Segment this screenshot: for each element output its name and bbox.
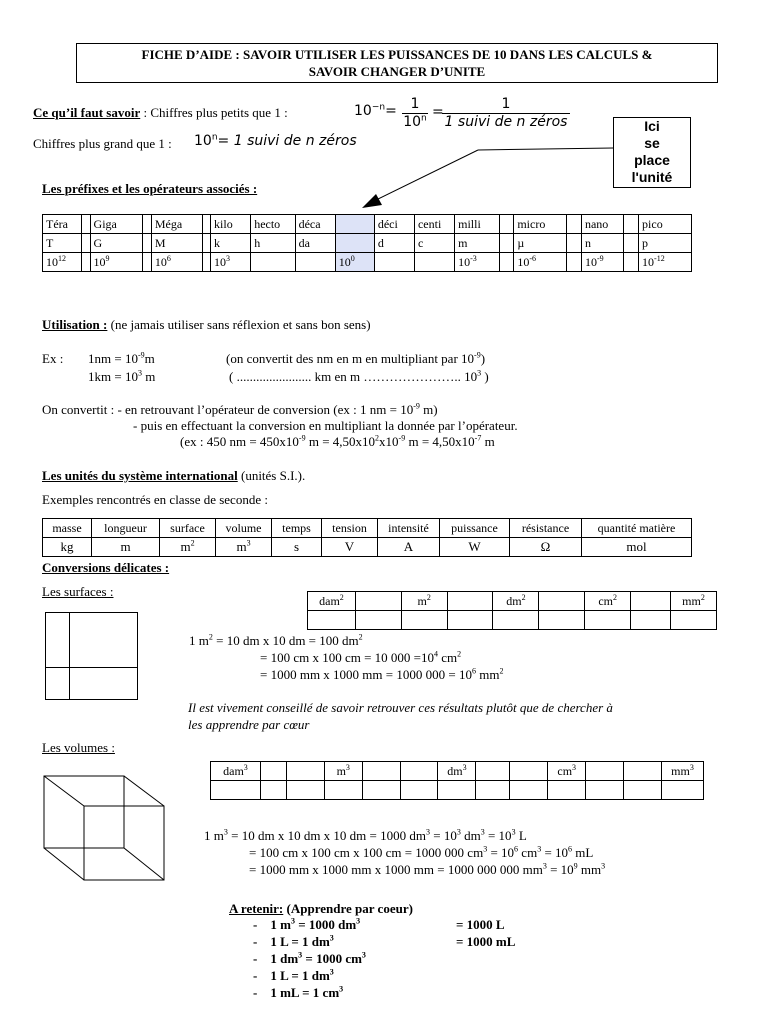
prefix-name-cell: Méga: [151, 215, 202, 234]
volume-empty-cell: [438, 781, 476, 800]
surface-empty-cell: [585, 611, 631, 630]
prefix-symbol-cell: G: [90, 234, 143, 253]
si-quantity-cell: longueur: [92, 519, 160, 538]
surface-header-row: [308, 592, 717, 611]
prefix-symbol-cell: [624, 234, 639, 253]
prefix-name-cell: [143, 215, 151, 234]
prefix-operator-cell: $10^0$: [335, 253, 374, 272]
si-quantity-cell: temps: [272, 519, 322, 538]
prefix-operator-cell: $10^{-12}$: [639, 253, 692, 272]
prefix-symbol-cell: c: [414, 234, 454, 253]
si-quantity-cell: intensité: [378, 519, 440, 538]
ex1: $1nm = 10^{-9}m$: [88, 350, 155, 366]
volume-table: [210, 761, 704, 800]
prefix-symbol-cell: µ: [514, 234, 567, 253]
volume-header-cell: $mm^3$: [661, 762, 703, 781]
formula-frac1: 1 10$^n$: [403, 96, 427, 130]
si-heading-line: Les unités du système international (unités S.I.).: [42, 468, 306, 483]
prefix-name-cell: [202, 215, 210, 234]
intro-big-text: Chiffres plus grand que 1 :: [33, 136, 172, 151]
prefix-name-cell: kilo: [211, 215, 251, 234]
intro-label: Ce qu’il faut savoir: [33, 105, 141, 120]
prefix-operator-cell: $10^6$: [151, 253, 202, 272]
volume-header-cell: [624, 762, 662, 781]
prefix-operator-cell: $10^3$: [211, 253, 251, 272]
volume-header-cell: [586, 762, 624, 781]
retenir-item-2-right: = 1000 mL: [456, 934, 516, 949]
volumes-label: Les volumes :: [42, 740, 115, 755]
prefix-symbol-cell: m: [455, 234, 499, 253]
prefix-name-cell: [499, 215, 514, 234]
retenir-heading: A retenir: (Apprendre par coeur): [229, 901, 413, 916]
prefix-name-cell: hecto: [251, 215, 295, 234]
prefix-operator-cell: [202, 253, 210, 272]
si-unit-cell: $m^2$: [160, 538, 216, 557]
surface-empty-cell: [447, 611, 493, 630]
volume-empty-cell: [548, 781, 586, 800]
volume-header-cell: $cm^3$: [548, 762, 586, 781]
surface-header-cell: [631, 592, 671, 611]
surface-empty-row: [308, 611, 717, 630]
prefix-operator-cell: [414, 253, 454, 272]
volume-header-cell: [400, 762, 438, 781]
prefix-name-cell: déci: [374, 215, 414, 234]
retenir-item-5: - 1 mL = 1 $cm^3$: [253, 984, 344, 1000]
ex1-note: (on convertit des nm en m en multipliant par $10^{-9}$): [226, 350, 486, 366]
volume-line-2: = 100 cm x 100 cm x 100 cm = 1000 000 $cm^3 = 10^6$ $cm^3 = 10^6$ mL: [249, 844, 594, 860]
retenir-item-1: - 1 $m^3 = 1000$ $dm^3$: [253, 916, 361, 932]
prefix-operator-cell: [374, 253, 414, 272]
prefix-table: [42, 214, 692, 272]
prefix-symbol-cell: d: [374, 234, 414, 253]
advice-line-2: les apprendre par cœur: [188, 717, 310, 732]
volume-empty-cell: [510, 781, 548, 800]
conversions-heading: Conversions délicates :: [42, 560, 170, 575]
si-units-row: [43, 538, 692, 557]
prefix-symbol-cell: p: [639, 234, 692, 253]
volume-empty-cell: [661, 781, 703, 800]
ex2-note: ( ....................... km en m ………………….. $10^3$ ): [229, 368, 489, 384]
advice-line-1: Il est vivement conseillé de savoir retrouver ces résultats plutôt que de chercher à: [188, 700, 613, 715]
volume-empty-cell: [324, 781, 362, 800]
prefix-name-cell: Giga: [90, 215, 143, 234]
si-unit-cell: Ω: [510, 538, 582, 557]
si-unit-cell: m: [92, 538, 160, 557]
prefix-name-cell: micro: [514, 215, 567, 234]
conv-line-1: On convertit : - en retrouvant l’opérateur de conversion (ex : 1 nm = $10^{-9}$ m): [42, 401, 438, 417]
si-unit-cell: mol: [582, 538, 692, 557]
surface-empty-cell: [493, 611, 539, 630]
volume-header-row: [211, 762, 704, 781]
prefix-operator-cell: [295, 253, 335, 272]
prefix-name-cell: [82, 215, 90, 234]
volume-header-cell: $m^3$: [324, 762, 362, 781]
si-unit-cell: W: [440, 538, 510, 557]
si-quantities-row: [43, 519, 692, 538]
volume-empty-cell: [211, 781, 261, 800]
prefix-symbol-cell: [499, 234, 514, 253]
si-examples: Exemples rencontrés en classe de seconde :: [42, 492, 268, 507]
prefix-symbol-cell: da: [295, 234, 335, 253]
surface-empty-cell: [539, 611, 585, 630]
prefix-symbol-cell: h: [251, 234, 295, 253]
surface-empty-cell: [670, 611, 716, 630]
arrow-icon: [350, 140, 620, 215]
surface-header-cell: dam$^2$: [308, 592, 356, 611]
prefix-symbol-cell: T: [43, 234, 82, 253]
conv-line-3: (ex : 450 nm = $450x10^{-9}$ $m = 4,50x10^2x10^{-9}$ $m = 4,50x10^{-7}$ m: [180, 433, 495, 449]
intro-small-text: : Chiffres plus petits que 1 :: [140, 105, 288, 120]
intro-small: [33, 105, 288, 121]
volume-header-cell: [476, 762, 510, 781]
surface-header-cell: [447, 592, 493, 611]
si-quantity-cell: quantité matière: [582, 519, 692, 538]
volume-empty-cell: [286, 781, 324, 800]
volume-empty-cell: [476, 781, 510, 800]
prefix-symbol-cell: k: [211, 234, 251, 253]
prefix-operator-cell: $10^{-9}$: [581, 253, 623, 272]
surface-empty-cell: [308, 611, 356, 630]
surface-table: [307, 591, 717, 630]
volume-empty-cell: [624, 781, 662, 800]
prefix-operator-cell: [624, 253, 639, 272]
surface-header-cell: $mm^2$: [670, 592, 716, 611]
si-unit-cell: kg: [43, 538, 92, 557]
prefix-operator-cell: $10^{-3}$: [455, 253, 499, 272]
title-line-1: FICHE D’AIDE : SAVOIR UTILISER LES PUISSANCES DE 10 DANS LES CALCULS &: [141, 47, 653, 62]
prefix-operator-cell: [251, 253, 295, 272]
formula-big: $10^n= 1$ suivi de n zéros: [194, 132, 357, 149]
prefixes-heading: Les préfixes et les opérateurs associés :: [42, 181, 258, 196]
si-quantity-cell: résistance: [510, 519, 582, 538]
surface-header-cell: [539, 592, 585, 611]
prefix-name-cell: [335, 215, 374, 234]
retenir-item-2: - 1 L = 1 $dm^3$: [253, 933, 334, 949]
volume-empty-cell: [400, 781, 438, 800]
prefix-operator-cell: [82, 253, 90, 272]
formula-small-lhs: $10^{-n}=$: [354, 102, 397, 119]
utilisation-line: Utilisation : (ne jamais utiliser sans réflexion et sans bon sens): [42, 317, 371, 332]
prefix-symbol-cell: [335, 234, 374, 253]
prefix-operator-cell: [143, 253, 151, 272]
unit-callout-box: Ici se place l'unité: [613, 117, 691, 188]
surface-square-icon: [45, 612, 138, 700]
prefix-symbol-cell: [143, 234, 151, 253]
title-box: [76, 43, 718, 83]
si-unit-cell: V: [322, 538, 378, 557]
surface-empty-cell: [401, 611, 447, 630]
prefix-names-row: [43, 215, 692, 234]
prefix-symbol-cell: [567, 234, 582, 253]
prefix-operator-cell: $10^{12}$: [43, 253, 82, 272]
surface-empty-cell: [355, 611, 401, 630]
cube-icon: [40, 768, 180, 888]
retenir-item-4: - 1 L = 1 $dm^3$: [253, 967, 334, 983]
prefix-operator-cell: $10^9$: [90, 253, 143, 272]
surface-header-cell: $dm^2$: [493, 592, 539, 611]
prefix-name-cell: milli: [455, 215, 499, 234]
prefix-symbol-cell: [82, 234, 90, 253]
si-quantity-cell: puissance: [440, 519, 510, 538]
si-unit-cell: $m^3$: [216, 538, 272, 557]
prefix-operator-cell: [499, 253, 514, 272]
si-unit-cell: A: [378, 538, 440, 557]
si-quantity-cell: masse: [43, 519, 92, 538]
volume-line-3: = 1000 mm x 1000 mm x 1000 mm = 1000 000 000 $mm^3 = 10^9$ $mm^3$: [249, 861, 606, 877]
prefix-name-cell: [624, 215, 639, 234]
surface-line-1: 1 $m^2 = 10$ dm x 10 dm = 100 $dm^2$: [189, 632, 363, 648]
volume-empty-row: [211, 781, 704, 800]
volume-header-cell: dam$^3$: [211, 762, 261, 781]
retenir-item-1-right: = 1000 L: [456, 917, 505, 932]
surface-line-2: = 100 cm x 100 cm = 10 $000 =10^4$ $cm^2$: [260, 649, 462, 665]
volume-line-1: 1 $m^3 = 10$ dm x 10 dm x 10 dm = 1000 $dm^3 = 10^3$ $dm^3 = 10^3$ L: [204, 827, 527, 843]
retenir-item-3: - 1 $dm^3 = 1000$ $cm^3$: [253, 950, 366, 966]
volume-header-cell: [260, 762, 286, 781]
prefix-name-cell: nano: [581, 215, 623, 234]
prefix-name-cell: centi: [414, 215, 454, 234]
conv-line-2: - puis en effectuant la conversion en multipliant la donnée par l’opérateur.: [133, 418, 518, 433]
volume-header-cell: $dm^3$: [438, 762, 476, 781]
si-quantity-cell: tension: [322, 519, 378, 538]
surface-header-cell: $m^2$: [401, 592, 447, 611]
prefix-operator-cell: $10^{-6}$: [514, 253, 567, 272]
volume-header-cell: [510, 762, 548, 781]
prefix-symbol-cell: [202, 234, 210, 253]
prefix-name-cell: déca: [295, 215, 335, 234]
volume-header-cell: [286, 762, 324, 781]
prefix-name-cell: pico: [639, 215, 692, 234]
si-quantity-cell: surface: [160, 519, 216, 538]
volume-header-cell: [362, 762, 400, 781]
prefix-operators-row: [43, 253, 692, 272]
prefix-name-cell: Téra: [43, 215, 82, 234]
surface-header-cell: [355, 592, 401, 611]
surface-empty-cell: [631, 611, 671, 630]
volume-empty-cell: [362, 781, 400, 800]
title-line-2: SAVOIR CHANGER D’UNITE: [308, 64, 486, 79]
surfaces-label: Les surfaces :: [42, 584, 114, 599]
prefix-symbol-cell: n: [581, 234, 623, 253]
prefix-symbols-row: [43, 234, 692, 253]
surface-header-cell: $cm^2$: [585, 592, 631, 611]
prefix-name-cell: [567, 215, 582, 234]
surface-line-3: = 1000 mm x 1000 mm = 1000 $000 = 10^6$ $mm^2$: [260, 666, 504, 682]
ex-label: Ex :: [42, 351, 64, 366]
si-unit-cell: s: [272, 538, 322, 557]
si-quantity-cell: volume: [216, 519, 272, 538]
ex2: $1km = 10^3$ m: [88, 368, 156, 384]
volume-empty-cell: [260, 781, 286, 800]
prefix-symbol-cell: M: [151, 234, 202, 253]
prefix-operator-cell: [567, 253, 582, 272]
volume-empty-cell: [586, 781, 624, 800]
formula-eq: =: [432, 104, 444, 120]
si-table: [42, 518, 692, 557]
formula-frac2: 1 1 suivi de n zéros: [442, 96, 570, 131]
